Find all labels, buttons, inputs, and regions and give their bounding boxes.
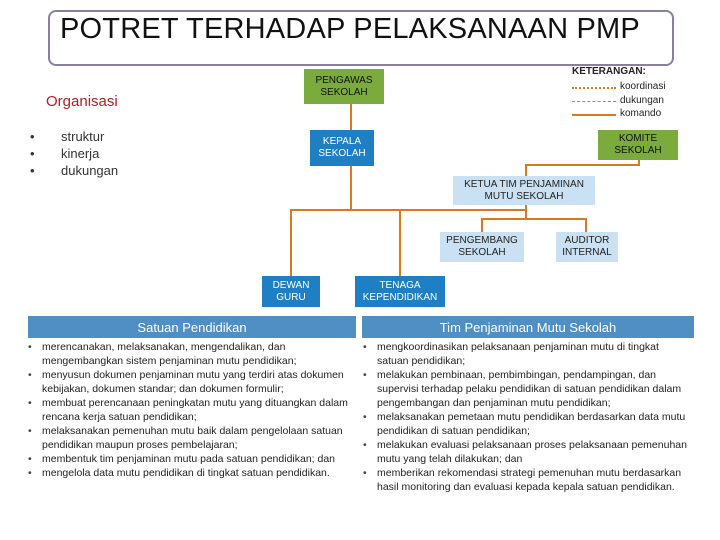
legend-dotted-line <box>572 87 616 89</box>
panel-satuan-pendidikan-header: Satuan Pendidikan <box>28 316 356 338</box>
list-item: • membuat perencanaan peningkatan mutu yang dituangkan dalam rencana kerja satuan pendidikan; <box>26 396 358 424</box>
connector-pengawas-kepala <box>350 104 352 130</box>
connector-to-dewan <box>290 209 292 276</box>
node-komite-sekolah: KOMITE SEKOLAH <box>598 130 678 160</box>
list-item: • melakukan evaluasi pelaksanaan proses pelaksanaan pemenuhan mutu yang telah dilakukan; dan <box>361 438 691 466</box>
node-dewan-guru: DEWAN GURU <box>262 276 320 307</box>
list-item: • menyusun dokumen penjaminan mutu yang terdiri atas dokumen kebijakan, dokumen standar; dan dokumen formulir; <box>26 368 358 396</box>
legend-solid-line <box>572 114 616 116</box>
list-satuan-pendidikan <box>26 340 358 480</box>
list-item: • melaksanakan pemenuhan mutu baik dalam pengelolaan satuan pendidikan maupun proses pembelajaran; <box>26 424 358 452</box>
list-item: • merencanakan, melaksanakan, mengendalikan, dan mengembangkan sistem penjaminan mutu pendidikan; <box>26 340 358 368</box>
node-ketua-tim: KETUA TIM PENJAMINAN MUTU SEKOLAH <box>453 176 595 205</box>
connector-komite-ketua <box>525 164 639 166</box>
legend-item-komando: komando <box>620 108 662 119</box>
node-pengembang-sekolah: PENGEMBANG SEKOLAH <box>440 232 524 262</box>
list-item: • membentuk tim penjaminan mutu pada satuan pendidikan; dan <box>26 452 358 466</box>
connector-ketua-down <box>525 205 527 219</box>
legend-item-dukungan: dukungan <box>620 95 664 106</box>
connector-kepala-trunk <box>350 166 352 210</box>
node-tenaga-kependidikan: TENAGA KEPENDIDIKAN <box>355 276 445 307</box>
list-item: • mengelola data mutu pendidikan di tingkat satuan pendidikan. <box>26 466 358 480</box>
list-item: • melakukan pembinaan, pembimbingan, pendampingan, dan supervisi terhadap pelaku pendidikan di satuan pendidikan dalam pengembangan dan penjaminan mutu pendidikan; <box>361 368 691 410</box>
connector-komite <box>638 160 640 166</box>
node-auditor-internal: AUDITOR INTERNAL <box>556 232 618 262</box>
node-kepala-sekolah: KEPALA SEKOLAH <box>310 130 374 166</box>
organisasi-heading: Organisasi <box>46 93 118 110</box>
panel-tim-penjaminan-header: Tim Penjaminan Mutu Sekolah <box>362 316 694 338</box>
connector-komite-down <box>525 164 527 176</box>
connector-horizontal-main <box>290 209 526 211</box>
legend-title: KETERANGAN: <box>572 66 646 77</box>
list-item: • mengkoordinasikan pelaksanaan penjaminan mutu di tingkat satuan pendidikan; <box>361 340 691 368</box>
connector-to-auditor <box>585 218 587 232</box>
legend-dashed-line <box>572 101 616 102</box>
list-tim-penjaminan <box>361 340 691 494</box>
node-pengawas-sekolah: PENGAWAS SEKOLAH <box>304 69 384 104</box>
list-item: • melaksanakan pemetaan mutu pendidikan berdasarkan data mutu pendidikan di satuan pendidikan; <box>361 410 691 438</box>
connector-ketua-split <box>481 218 587 220</box>
connector-to-tenaga <box>399 209 401 276</box>
legend-item-koordinasi: koordinasi <box>620 81 666 92</box>
connector-to-pengembang <box>481 218 483 232</box>
page-title: POTRET TERHADAP PELAKSANAAN PMP <box>60 13 640 45</box>
list-item: • memberikan rekomendasi strategi pemenuhan mutu berdasarkan hasil monitoring dan evaluasi kepada kepala satuan pendidikan. <box>361 466 691 494</box>
